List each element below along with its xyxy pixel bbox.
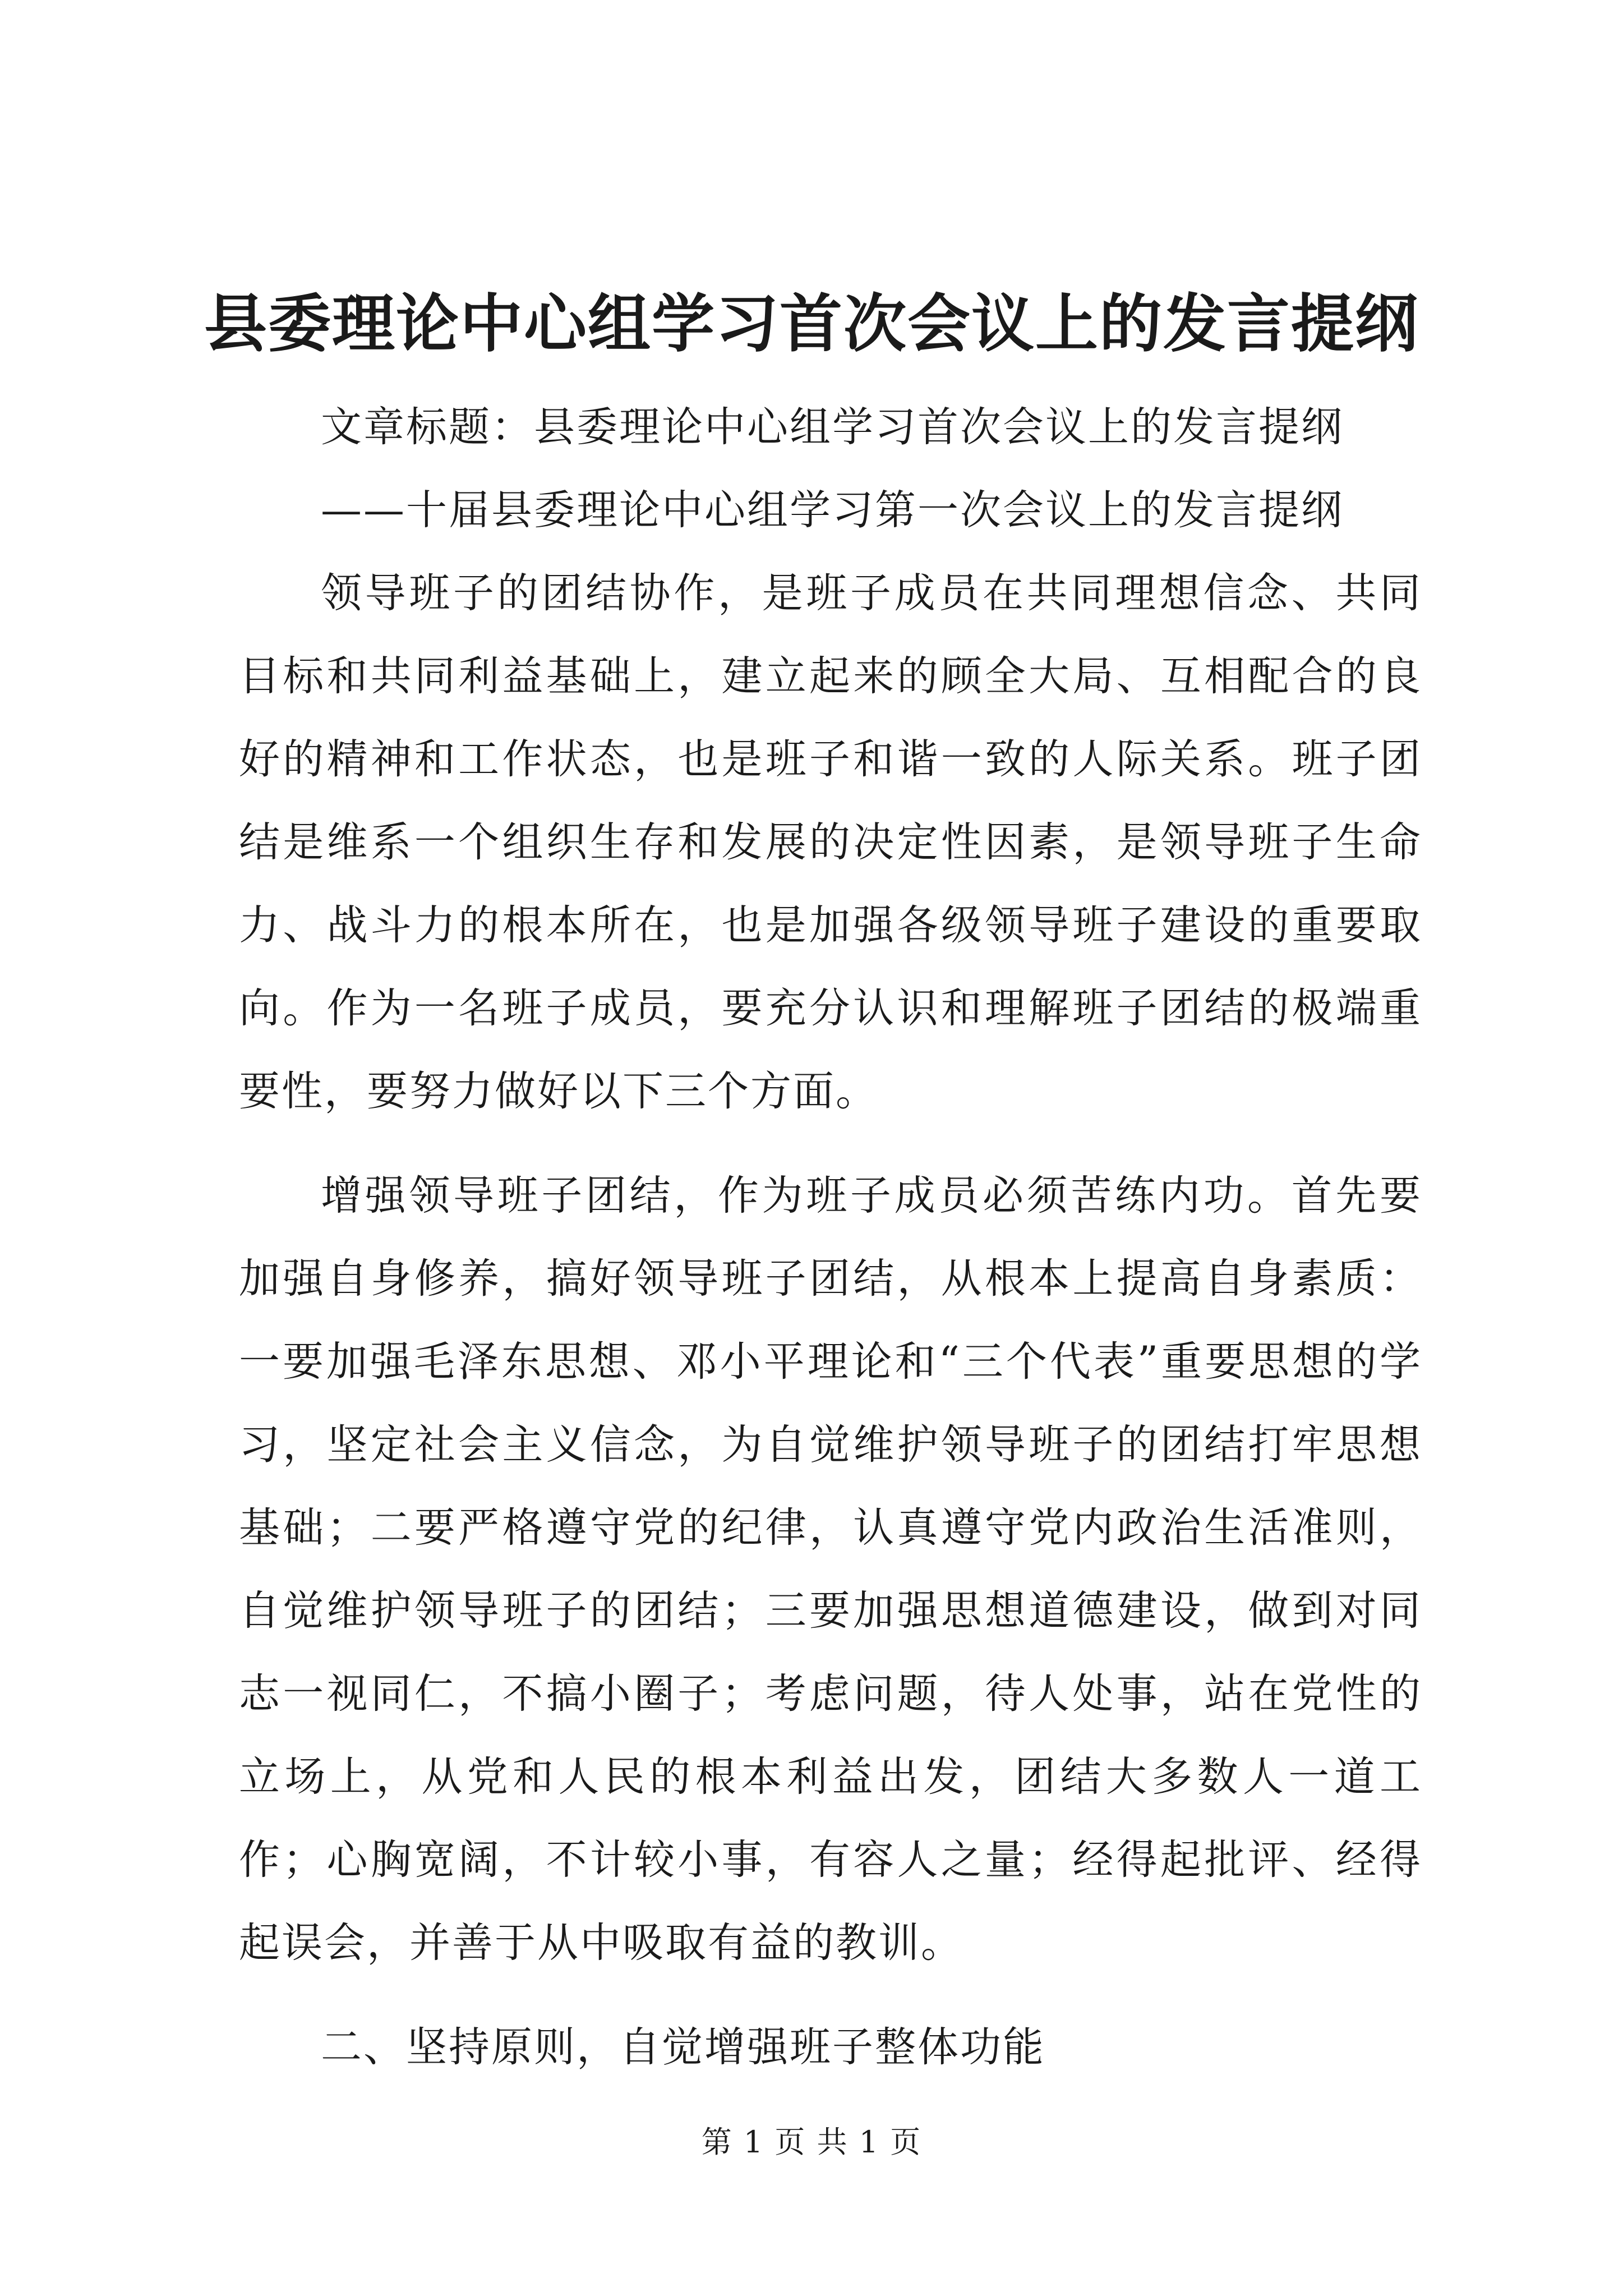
subtitle-line: ——十届县委理论中心组学习第一次会议上的发言提纲	[321, 486, 1344, 534]
document-title: 县委理论中心组学习首次会议上的发言提纲	[204, 287, 1419, 361]
section-heading: 二、坚持原则，自觉增强班子整体功能	[321, 2023, 1045, 2071]
body-paragraph: 增强领导班子团结，作为班子成员必须苦练内功。首先要加强自身修养，搞好领导班子团结，从根本上提高自身素质：一要加强毛泽东思想、邓小平理论和“三个代表”重要思想的学习，坚定社会主义信念，为自觉维护领导班子的团结打牢思想基础；二要严格遵守党的纪律，认真遵守党内政治生活准则，自觉维护领导班子的团结；三要加强思想道德建设，做到对同志一视同仁，不搞小圈子；考虑问题，待人处事，站在党性的立场上，从党和人民的根本利益出发，团结大多数人一道工作；心胸宽阔，不计较小事，有容人之量；经得起批评、经得起误会，并善于从中吸取有益的教训。	[239, 1172, 1422, 1967]
page-footer: 第 1 页 共 1 页	[701, 2124, 922, 2160]
article-title-line: 文章标题：县委理论中心组学习首次会议上的发言提纲	[321, 403, 1344, 451]
document-body	[239, 386, 1422, 2089]
body-paragraph: 领导班子的团结协作，是班子成员在共同理想信念、共同目标和共同利益基础上，建立起来的顾全大局、互相配合的良好的精神和工作状态，也是班子和谐一致的人际关系。班子团结是维系一个组织生存和发展的决定性因素，是领导班子生命力、战斗力的根本所在，也是加强各级领导班子建设的重要取向。作为一名班子成员，要充分认识和理解班子团结的极端重要性，要努力做好以下三个方面。	[239, 569, 1422, 1115]
